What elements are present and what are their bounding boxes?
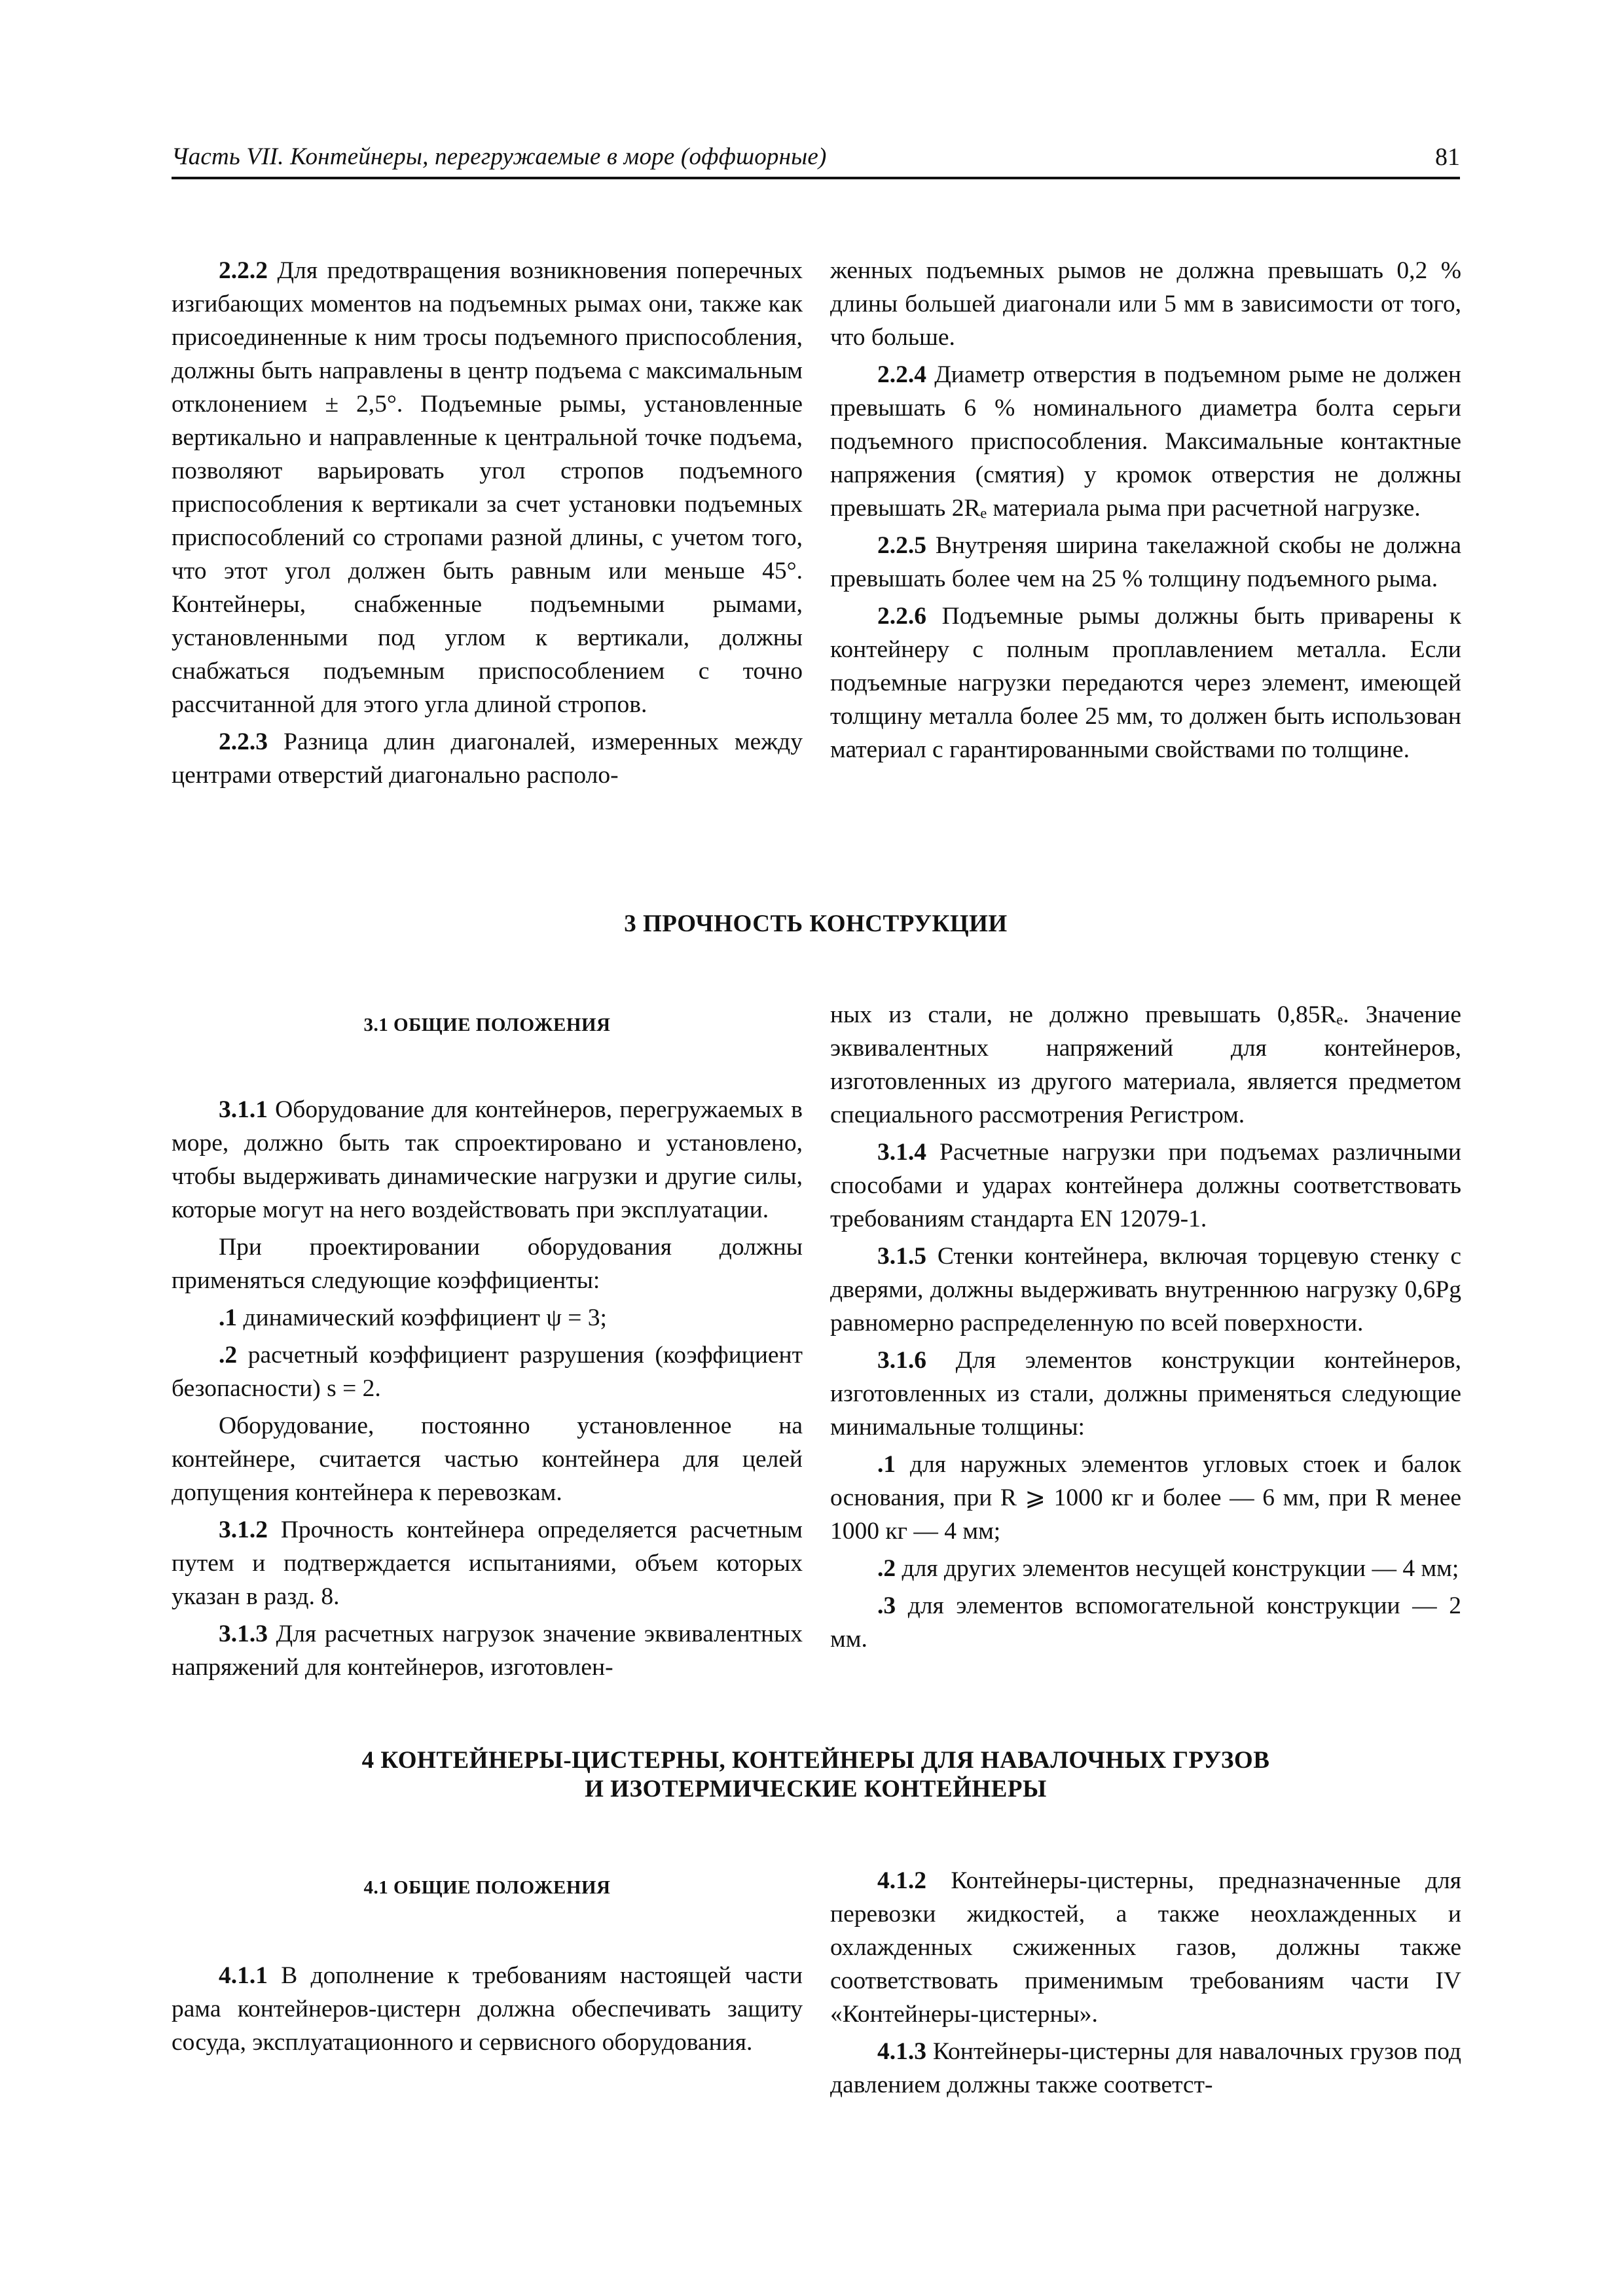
paragraph-3-1-3: 3.1.3 Для расчетных нагрузок значение эквивалентных напряжений для контейнеров, изготовлен- — [172, 1621, 803, 1681]
running-header — [172, 131, 1460, 179]
thickness-item-1: .1 для наружных элементов угловых стоек и балок основания, при R ⩾ 1000 кг и более — 6 мм, при R менее 1000 кг — 4 мм; — [830, 1451, 1461, 1545]
section-4-right-column — [830, 1864, 1461, 2102]
thickness-item-2: .2 для других элементов несущей конструкции — 4 мм; — [877, 1555, 1459, 1582]
paragraph-2-2-3: 2.2.3 Разница длин диагоналей, измеренных между центрами отверстий диагонально располо- — [172, 728, 803, 789]
top-left-column — [172, 254, 803, 792]
section-3-title: 3 ПРОЧНОСТЬ КОНСТРУКЦИИ — [624, 910, 1008, 937]
paragraph-equipment: Оборудование, постоянно установленное на контейнере, считается частью контейнера для целей допущения контейнера к перевозкам. — [172, 1412, 803, 1506]
paragraph-2-2-5: 2.2.5 Внутреняя ширина такелажной скобы не должна превышать более чем на 25 % толщину подъемного рыма. — [830, 532, 1461, 592]
paragraph-4-1-1: 4.1.1 В дополнение к требованиям настоящей части рама контейнеров-цистерн должна обеспечивать защиту сосуда, эксплуатационного и сервисного оборудования. — [172, 1962, 803, 2056]
section-3-right-column — [830, 998, 1461, 1656]
section-3-left-column — [172, 1093, 803, 1684]
subsection-3-1-title: 3.1 ОБЩИЕ ПОЛОЖЕНИЯ — [363, 1014, 611, 1035]
thickness-item-3: .3 для элементов вспомогательной конструкции — 2 мм. — [830, 1592, 1461, 1653]
paragraph-3-1-6: 3.1.6 Для элементов конструкции контейнеров, изготовленных из стали, должны применяться следующие минимальные толщины: — [830, 1347, 1461, 1441]
paragraph-2-2-2: 2.2.2 Для предотвращения возникновения поперечных изгибающих моментов на подъемных рымах они, также как присоединенные к ним тросы подъемного приспособления, должны быть направлены в центр подъема с максимальным отклонением ± 2,5°. Подъемные рымы, установленные вертикально и направленные к центральной точке подъема, позволяют варьировать угол стропов подъемного приспособления к вертикали за счет установки подъемных приспособлений со стропами разной длины, с учетом того, что этот угол должен быть равным или меньше 45°. Контейнеры, снабженные подъемными рымами, установленными под углом к вертикали, должны снабжаться подъемным приспособлением с точно рассчитанной для этого угла длиной стропов. — [172, 257, 803, 718]
paragraph-coefficients-intro: При проектировании оборудования должны применяться следующие коэффициенты: — [172, 1234, 803, 1294]
paragraph-4-1-3: 4.1.3 Контейнеры-цистерны для навалочных грузов под давлением должны также соответст- — [830, 2038, 1461, 2098]
top-right-column — [830, 254, 1461, 766]
paragraph-3-1-2: 3.1.2 Прочность контейнера определяется расчетным путем и подтверждается испытаниями, объем которых указан в разд. 8. — [172, 1516, 803, 1610]
list-item-1: .1 динамический коэффициент ψ = 3; — [219, 1304, 607, 1331]
section-4-title-line-1: 4 КОНТЕЙНЕРЫ-ЦИСТЕРНЫ, КОНТЕЙНЕРЫ ДЛЯ НАВАЛОЧНЫХ ГРУЗОВ — [361, 1747, 1270, 1774]
paragraph-2-2-6: 2.2.6 Подъемные рымы должны быть приварены к контейнеру с полным проплавлением металла. Если подъемные нагрузки передаются через элемент, имеющей толщину металла более 25 мм, то должен быть использован материал с гарантированными свойствами по толщине. — [830, 603, 1461, 763]
paragraph-4-1-2: 4.1.2 Контейнеры-цистерны, предназначенные для перевозки жидкостей, а также неохлажденных и охлажденных сжиженных газов, должны также соответствовать применимым требованиям части IV «Контейнеры-цистерны». — [830, 1867, 1461, 2028]
paragraph-2-2-4: 2.2.4 Диаметр отверстия в подъемном рыме не должен превышать 6 % номинального диаметра болта серьги подъемного приспособления. Максимальные контактные напряжения (смятия) у кромок отверстия не должны превышать 2Rₑ материала рыма при расчетной нагрузке. — [830, 361, 1461, 522]
section-4-title-line-2: И ИЗОТЕРМИЧЕСКИЕ КОНТЕЙНЕРЫ — [585, 1776, 1047, 1803]
paragraph-3-1-1: 3.1.1 Оборудование для контейнеров, перегружаемых в море, должно быть так спроектировано и установлено, чтобы выдерживать динамические нагрузки и другие силы, которые могут на него воздействовать при эксплуатации. — [172, 1096, 803, 1223]
section-4-left-column — [172, 1959, 803, 2059]
header-title: Часть VII. Контейнеры, перегружаемые в море (оффшорные) — [172, 143, 827, 170]
paragraph-3-1-5: 3.1.5 Стенки контейнера, включая торцевую стенку с дверями, должны выдерживать внутреннюю нагрузку 0,6Pg равномерно распределенную по всей поверхности. — [830, 1243, 1461, 1336]
section-4-title — [172, 1746, 1460, 1804]
paragraph-3-1-3-continued: ных из стали, не должно превышать 0,85Rₑ. Значение эквивалентных напряжений для контейнеров, изготовленных из другого материала, является предметом специального рассмотрения Регистром. — [830, 1001, 1461, 1128]
paragraph-2-2-3-continued: женных подъемных рымов не должна превышать 0,2 % длины большей диагонали или 5 мм в зависимости от того, что больше. — [830, 257, 1461, 351]
page-number: 81 — [1435, 143, 1460, 171]
list-item-2: .2 расчетный коэффициент разрушения (коэффициент безопасности) s = 2. — [172, 1342, 803, 1402]
paragraph-3-1-4: 3.1.4 Расчетные нагрузки при подъемах различными способами и ударах контейнера должны соответствовать требованиям стандарта EN 12079-1. — [830, 1139, 1461, 1232]
subsection-4-1-title: 4.1 ОБЩИЕ ПОЛОЖЕНИЯ — [363, 1877, 611, 1898]
